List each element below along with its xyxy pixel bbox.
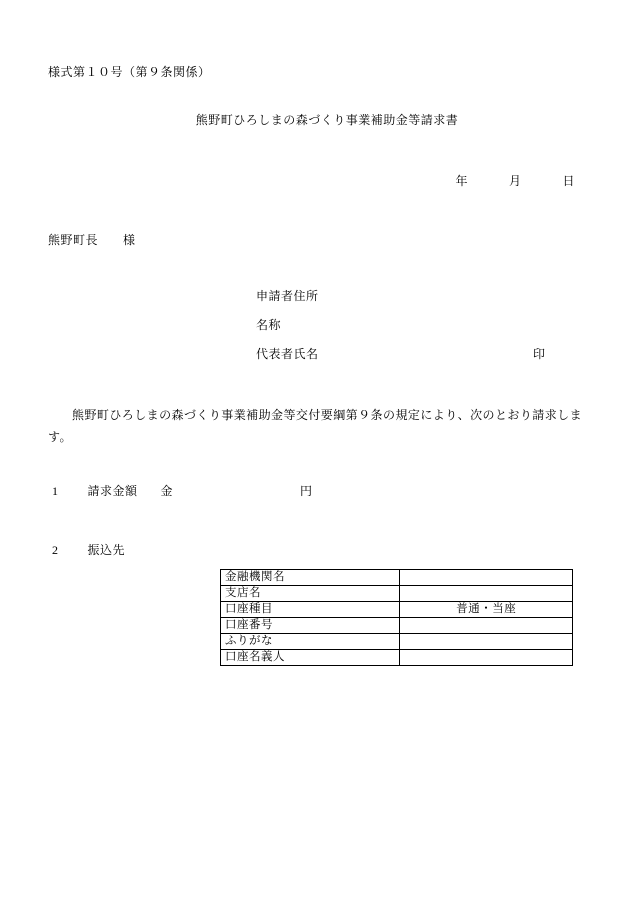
applicant-name-row: [256, 316, 319, 345]
form-number: 様式第１０号（第９条関係）: [48, 65, 211, 79]
item-transfer-destination: [52, 541, 125, 558]
bank-institution-value[interactable]: [400, 570, 573, 586]
account-type-value[interactable]: 普通・当座: [400, 602, 573, 618]
bank-institution-label: 金融機関名: [221, 570, 400, 586]
date-month-label: 月: [508, 174, 522, 188]
date-line: [455, 172, 575, 189]
applicant-name-label: 名称: [256, 318, 282, 332]
document-title: 熊野町ひろしまの森づくり事業補助金等請求書: [195, 113, 459, 127]
applicant-address-row: [256, 287, 319, 316]
account-holder-value[interactable]: [400, 650, 573, 666]
bank-branch-label: 支店名: [221, 586, 400, 602]
table-row: [221, 650, 573, 666]
table-row: [221, 586, 573, 602]
bank-account-table: [220, 569, 573, 666]
date-year-label: 年: [455, 174, 468, 188]
applicant-representative-row: [256, 345, 546, 374]
item-claim-amount-currency-prefix: 金: [160, 484, 174, 498]
applicant-representative-label: 代表者氏名: [256, 347, 319, 361]
account-furigana-value[interactable]: [400, 634, 573, 650]
applicant-address-label: 申請者住所: [256, 289, 319, 303]
table-row: [221, 634, 573, 650]
item-transfer-label: 振込先: [87, 543, 126, 557]
account-holder-label: 口座名義人: [221, 650, 400, 666]
item-claim-amount: [52, 482, 313, 499]
account-type-label: 口座種目: [221, 602, 400, 618]
bank-branch-value[interactable]: [400, 586, 573, 602]
applicant-block: [256, 287, 546, 374]
item-claim-amount-currency-suffix: 円: [300, 484, 313, 498]
table-row: [221, 602, 573, 618]
account-number-value[interactable]: [400, 618, 573, 634]
seal-mark: 印: [533, 347, 546, 361]
item-claim-amount-number: 1: [52, 484, 59, 498]
account-furigana-label: ふりがな: [221, 634, 400, 650]
account-number-label: 口座番号: [221, 618, 400, 634]
body-text: 熊野町ひろしまの森づくり事業補助金等交付要綱第９条の規定により、次のとおり請求します。: [48, 408, 582, 444]
item-transfer-number: 2: [52, 543, 59, 557]
addressee: 熊野町長 様: [48, 233, 136, 247]
table-row: [221, 570, 573, 586]
item-claim-amount-label: 請求金額: [87, 484, 138, 498]
date-day-label: 日: [562, 174, 575, 188]
table-row: [221, 618, 573, 634]
